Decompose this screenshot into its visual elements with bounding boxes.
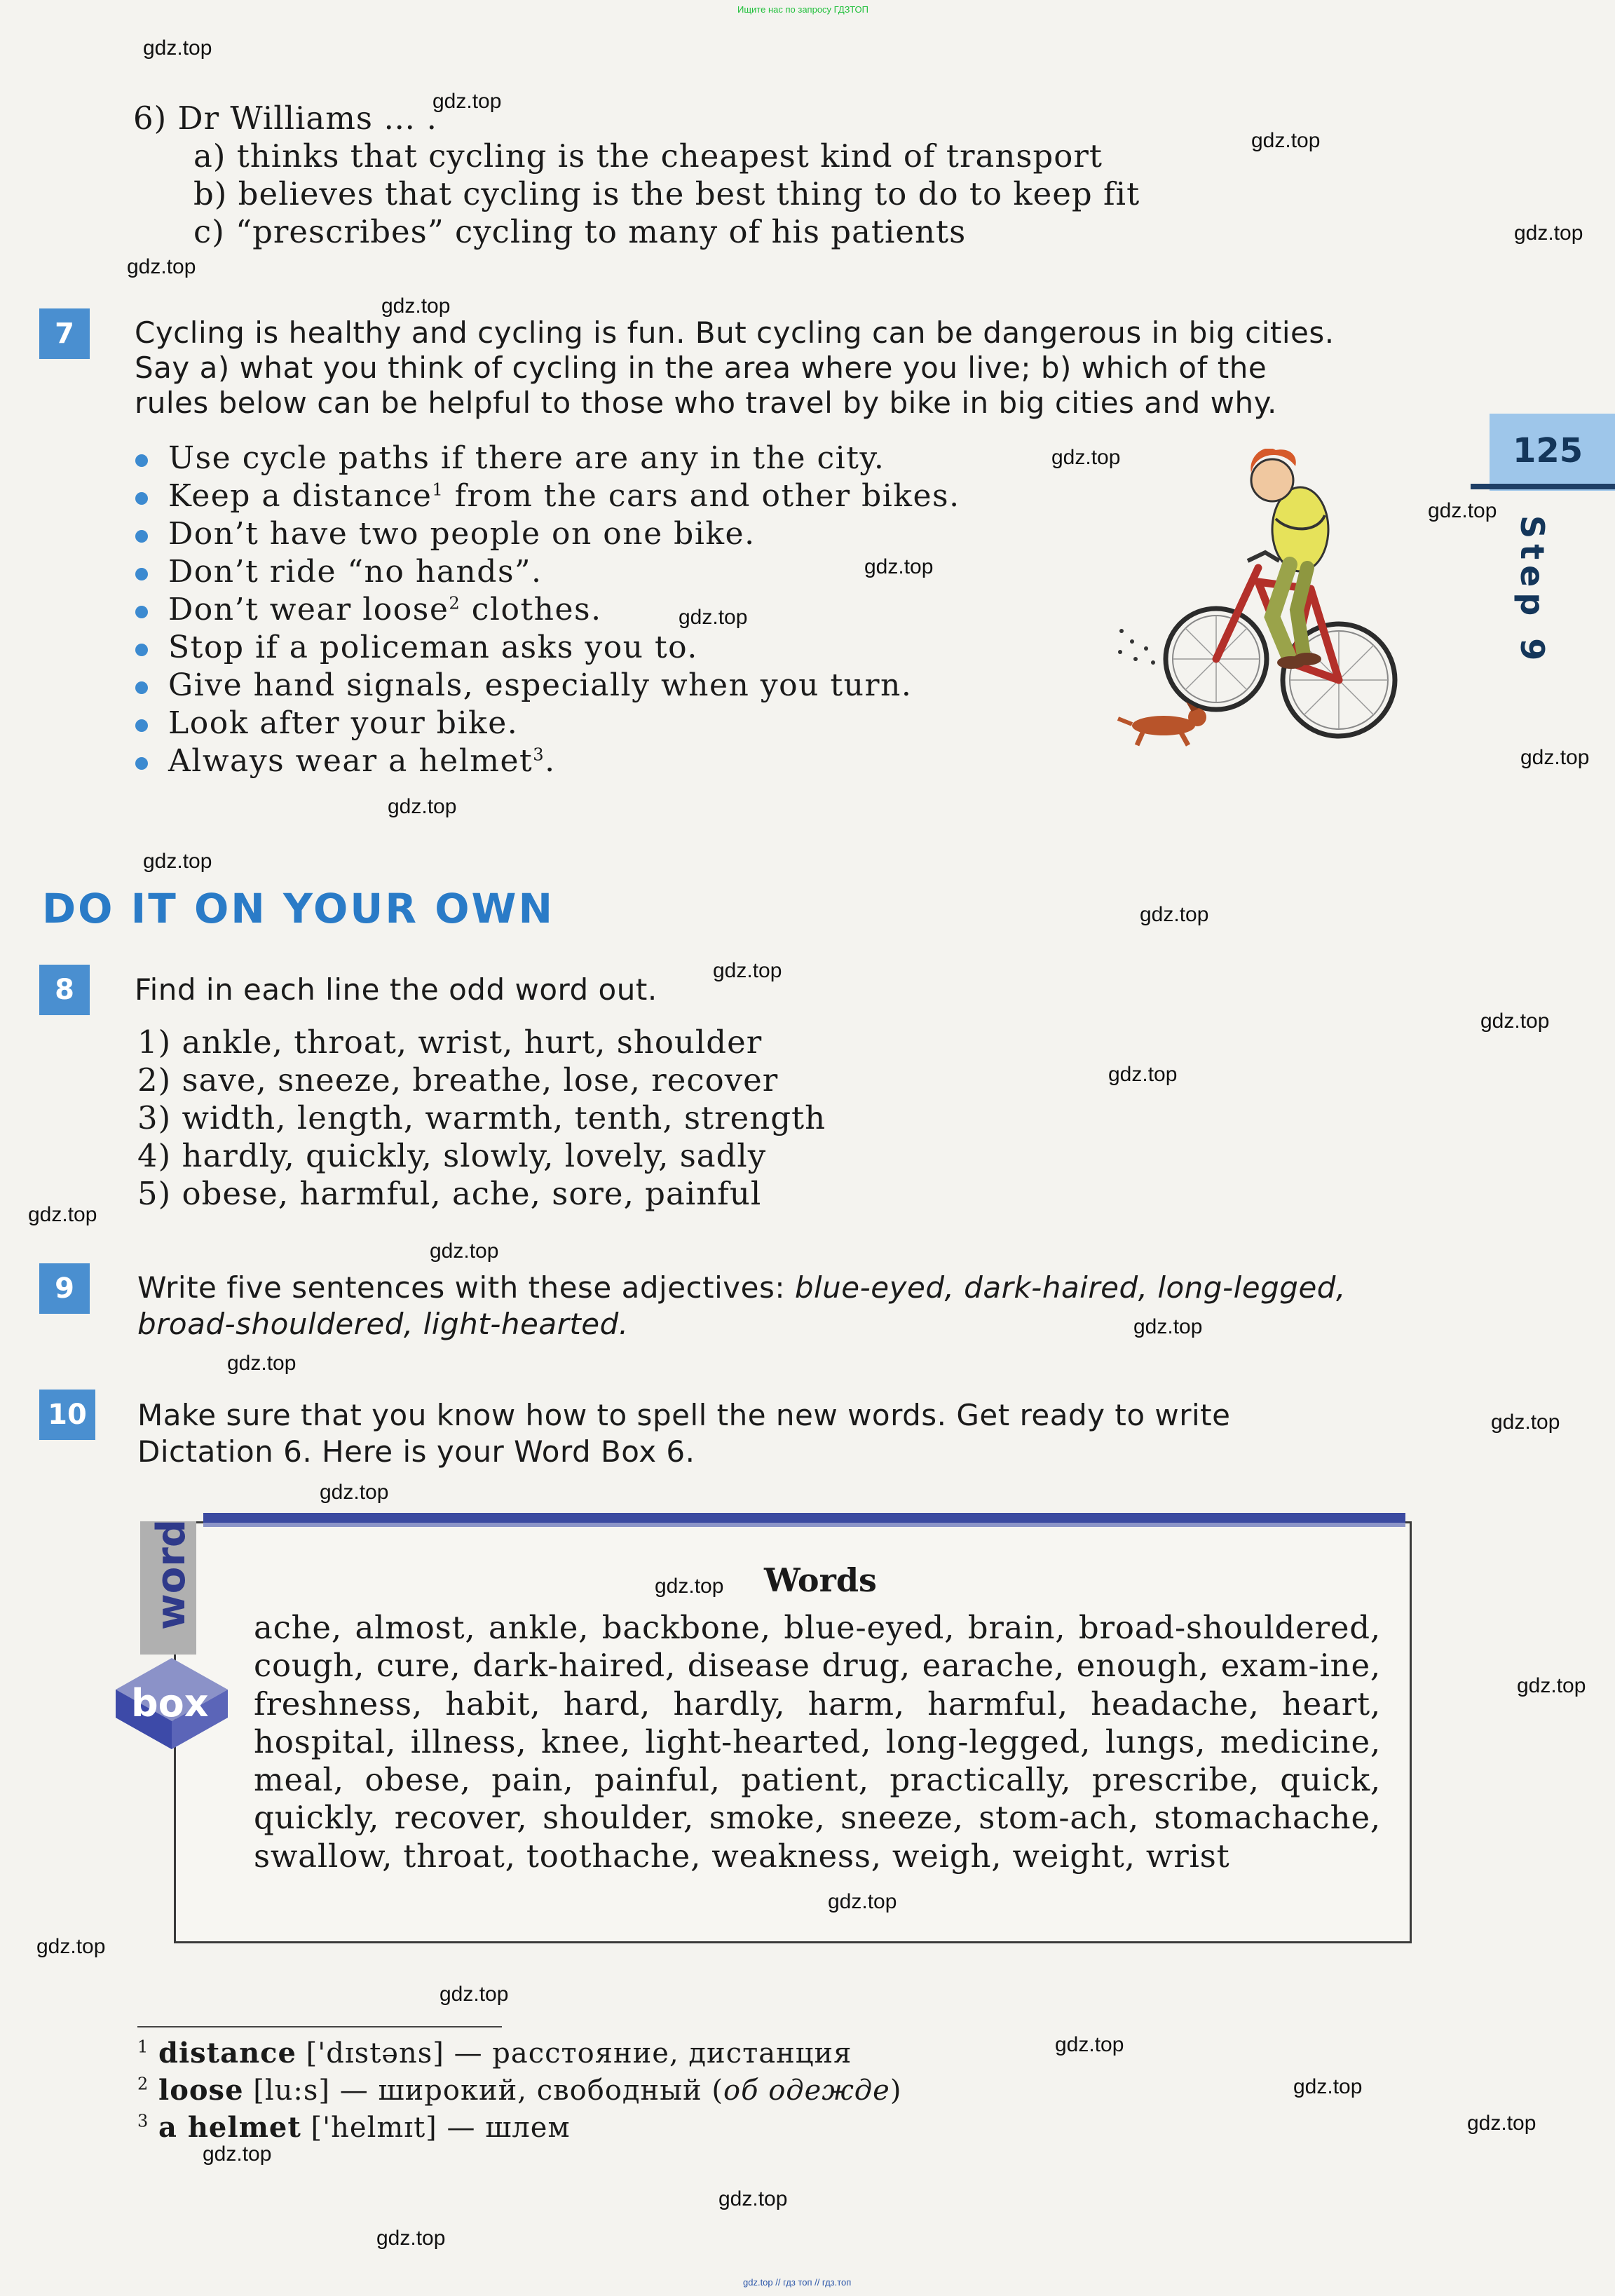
watermark-label: gdz.top	[376, 2227, 446, 2250]
q6-option-c: c) “prescribes” cycling to many of his patients	[193, 213, 967, 250]
watermark-label: gdz.top	[143, 850, 212, 873]
odd-word-line: 5) obese, harmful, ache, sore, painful	[137, 1175, 762, 1212]
watermark-label: gdz.top	[1293, 2075, 1363, 2098]
rule-item: Keep a distance$^1$ from the cars and other bikes.	[168, 478, 960, 514]
page-number-rule	[1471, 484, 1615, 489]
word-box-top-bar-light	[203, 1523, 1405, 1527]
word-box-badge-box: box	[131, 1681, 209, 1725]
watermark-label: gdz.top	[828, 1890, 897, 1913]
watermark-label: gdz.top	[1051, 446, 1121, 469]
footnote-3: $^3$ a helmet ['helmɪt] — шлем	[137, 2111, 571, 2144]
bullet-icon	[135, 606, 148, 618]
bullet-icon	[135, 644, 148, 656]
rule-item: Look after your bike.	[168, 705, 519, 741]
watermark-label: gdz.top	[143, 36, 212, 60]
rule-item: Don’t ride “no hands”.	[168, 554, 543, 590]
odd-word-line: 2) save, sneeze, breathe, lose, recover	[137, 1061, 779, 1099]
watermark-label: gdz.top	[655, 1575, 724, 1598]
word-box-top-bar	[203, 1513, 1405, 1523]
exercise-9-number: 9	[39, 1263, 90, 1314]
q6-stem: 6) Dr Williams … .	[133, 100, 437, 137]
odd-word-line: 4) hardly, quickly, slowly, lovely, sadly	[137, 1137, 767, 1174]
exercise-9-instruction-line-2: broad-shouldered, light-hearted.	[137, 1307, 629, 1341]
rule-item: Use cycle paths if there are any in the city.	[168, 440, 885, 476]
odd-word-line: 1) ankle, throat, wrist, hurt, shoulder	[137, 1024, 763, 1061]
watermark-label: gdz.top	[320, 1481, 389, 1504]
word-box-words: ache, almost, ankle, backbone, blue-eyed, brain, broad-shouldered, cough, cure, dark-haired, disease drug, earache, enough, exam-ine, freshness, habit, hard, hardly, harm, harmful, headache, heart, hospital, illness, knee, light-hearted, long-legged, lungs, medicine, meal, obese, pain, painful, patient, practically, prescribe, quick, quickly, recover, shoulder, smoke, sneeze, stom-ach, stomachache, swallow, throat, toothache, weakness, weigh, weight, wrist	[254, 1609, 1381, 1875]
watermark-label: gdz.top	[1055, 2033, 1124, 2056]
word-box-badge-word: word	[149, 1519, 194, 1630]
watermark-label: gdz.top	[718, 2187, 788, 2210]
word-box-title: Words	[764, 1561, 877, 1599]
watermark-label: gdz.top	[381, 294, 451, 318]
watermark-label: gdz.top	[1480, 1010, 1550, 1033]
q6-option-b: b) believes that cycling is the best thing to do to keep fit	[193, 175, 1140, 212]
rule-item: Don’t wear loose$^2$ clothes.	[168, 592, 602, 627]
exercise-9-instruction-line-1: Write five sentences with these adjectives: blue-eyed, dark-haired, long-legged,	[137, 1270, 1346, 1305]
page-number: 125	[1513, 431, 1583, 470]
bullet-icon	[135, 681, 148, 694]
exercise-10-instruction-line-1: Make sure that you know how to spell the new words. Get ready to write	[137, 1398, 1231, 1432]
watermark-label: gdz.top	[203, 2142, 272, 2166]
bullet-icon	[135, 492, 148, 505]
watermark-label: gdz.top	[1108, 1063, 1178, 1086]
watermark-label: gdz.top	[227, 1352, 297, 1375]
watermark-label: gdz.top	[713, 959, 782, 982]
watermark-label: gdz.top	[127, 255, 196, 278]
odd-word-line: 3) width, length, warmth, tenth, strength	[137, 1099, 826, 1136]
watermark-label: gdz.top	[679, 606, 748, 629]
cyclist-illustration	[1115, 449, 1409, 785]
footnote-rule	[137, 2026, 502, 2027]
watermark-label: gdz.top	[430, 1239, 499, 1263]
bottom-watermark: gdz.top // гдз топ // гдз.топ	[743, 2277, 852, 2288]
rule-item: Don’t have two people on one bike.	[168, 516, 756, 552]
watermark-label: gdz.top	[1467, 2112, 1536, 2135]
watermark-label: gdz.top	[1514, 222, 1583, 245]
footnote-1: $^1$ distance ['dɪstəns] — расстояние, дистанция	[137, 2037, 852, 2070]
exercise-7-instruction-line-2: Say a) what you think of cycling in the area where you live; b) which of the	[135, 351, 1267, 385]
rule-item: Always wear a helmet$^3$.	[168, 743, 556, 779]
watermark-label: gdz.top	[388, 795, 457, 818]
exercise-7-instruction-line-3: rules below can be helpful to those who travel by bike in big cities and why.	[135, 386, 1277, 420]
exercise-8-instruction: Find in each line the odd word out.	[135, 972, 657, 1007]
rule-item: Stop if a policeman asks you to.	[168, 630, 698, 665]
rule-item: Give hand signals, especially when you turn.	[168, 667, 913, 703]
exercise-10-number: 10	[39, 1390, 95, 1440]
bullet-icon	[135, 719, 148, 732]
watermark-label: gdz.top	[1517, 1674, 1586, 1697]
q6-option-a: a) thinks that cycling is the cheapest kind of transport	[193, 137, 1103, 175]
footnote-2: $^2$ loose [lu:s] — широкий, свободный (об одежде)	[137, 2074, 902, 2107]
watermark-label: gdz.top	[439, 1983, 509, 2006]
watermark-label: gdz.top	[1520, 746, 1590, 769]
exercise-7-instruction-line-1: Cycling is healthy and cycling is fun. But cycling can be dangerous in big cities.	[135, 315, 1335, 350]
exercise-10-instruction-line-2: Dictation 6. Here is your Word Box 6.	[137, 1434, 695, 1469]
watermark-label: gdz.top	[432, 90, 502, 113]
exercise-7-number: 7	[39, 308, 90, 359]
top-watermark: Ищите нас по запросу ГДЗТОП	[737, 4, 869, 15]
watermark-label: gdz.top	[1140, 903, 1209, 926]
bullet-icon	[135, 757, 148, 770]
bullet-icon	[135, 530, 148, 543]
bullet-icon	[135, 568, 148, 580]
watermark-label: gdz.top	[1491, 1411, 1560, 1434]
exercise-8-number: 8	[39, 965, 90, 1015]
watermark-label: gdz.top	[36, 1935, 106, 1958]
bullet-icon	[135, 454, 148, 467]
watermark-label: gdz.top	[1251, 129, 1321, 152]
section-heading: DO IT ON YOUR OWN	[42, 885, 555, 932]
watermark-label: gdz.top	[1428, 499, 1497, 522]
step-label: Step 9	[1513, 515, 1551, 667]
watermark-label: gdz.top	[864, 555, 934, 578]
watermark-label: gdz.top	[28, 1203, 97, 1226]
watermark-label: gdz.top	[1133, 1315, 1203, 1338]
